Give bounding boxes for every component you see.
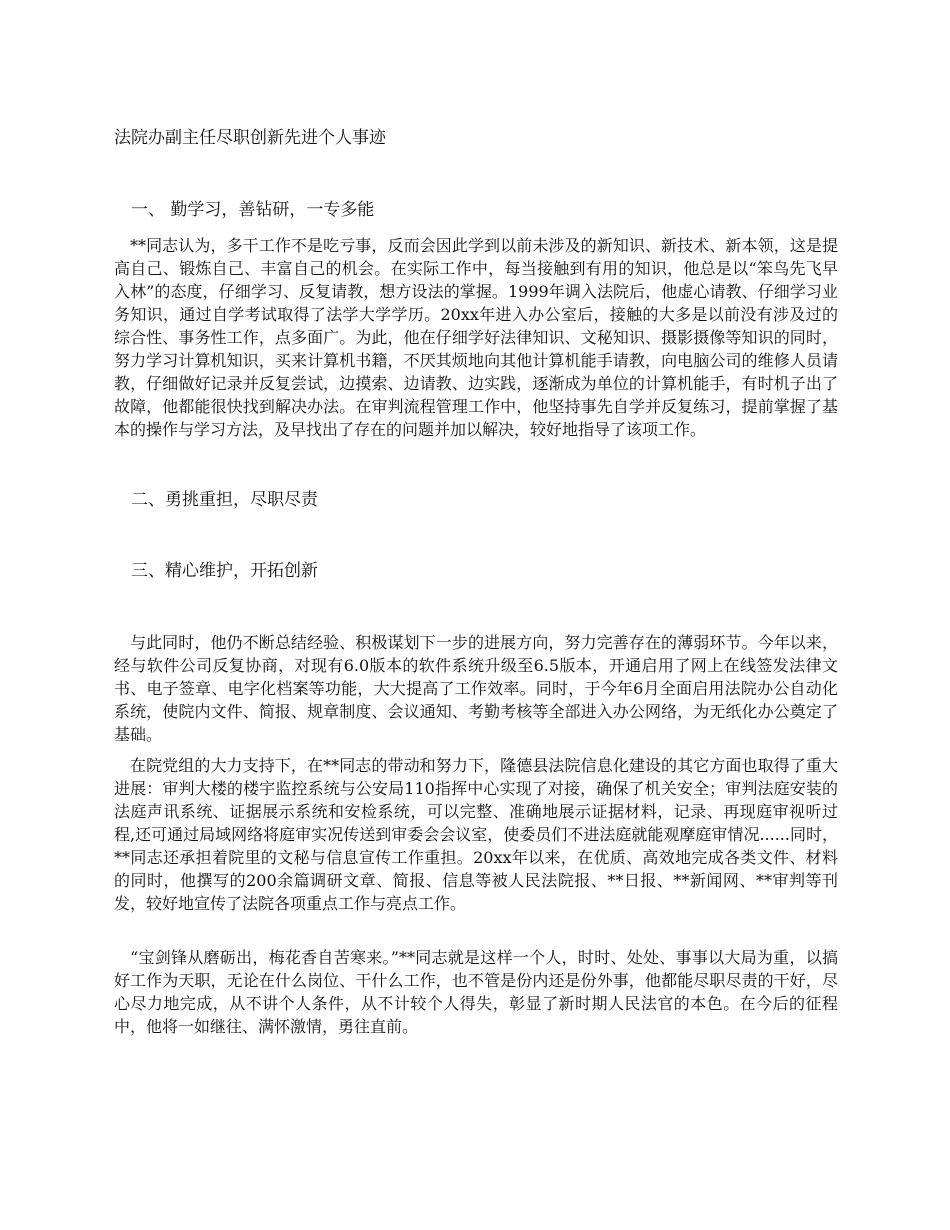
section-heading-1: 一、 勤学习，善钻研，一专多能 <box>131 200 375 220</box>
document-title: 法院办副主任尽职创新先进个人事迹 <box>114 128 386 148</box>
section-heading-2: 二、勇挑重担，尽职尽责 <box>131 490 318 510</box>
paragraph-1: **同志认为，多干工作不是吃亏事，反而会因此学到以前未涉及的新知识、新技术、新本领，这是提高自己、锻炼自己、丰富自己的机会。在实际工作中，每当接触到有用的知识，他总是以“笨鸟先飞早入林”的态度，仔细学习、反复请教，想方设法的掌握。1999年调入法院后，他虚心请教、仔细学习业务知识，通过自学考试取得了法学大学学历。20xx年进入办公室后，接触的大多是以前没有涉及过的综合性、事务性工作，点多面广。为此，他在仔细学好法律知识、文秘知识、摄影摄像等知识的同时，努力学习计算机知识，买来计算机书籍，不厌其烦地向其他计算机能手请教，向电脑公司的维修人员请教，仔细做好记录并反复尝试，边摸索、边请教、边实践，逐渐成为单位的计算机能手，有时机子出了故障，他都能很快找到解决办法。在审判流程管理工作中，他坚持事先自学并反复练习，提前掌握了基本的操作与学习方法，及早找出了存在的问题并加以解决，较好地指导了该项工作。 <box>114 236 838 439</box>
section-heading-3: 三、精心维护，开拓创新 <box>131 561 318 581</box>
paragraph-4: “宝剑锋从磨砺出，梅花香自苦寒来。”**同志就是这样一个人，时时、处处、事事以大局为重，以搞好工作为天职，无论在什么岗位、干什么工作，也不管是份内还是份外事，他都能尽职尽责的干好，尽心尽力地完成，从不讲个人条件，从不计较个人得失，彰显了新时期人民法官的本色。在今后的征程中，他将一如继往、满怀激情，勇往直前。 <box>114 948 838 1036</box>
paragraph-2: 与此同时，他仍不断总结经验、积极谋划下一步的进展方向，努力完善存在的薄弱环节。今年以来，经与软件公司反复协商，对现有6.0版本的软件系统升级至6.5版本，开通启用了网上在线签发法律文书、电子签章、电字化档案等功能，大大提高了工作效率。同时，于今年6月全面启用法院办公自动化系统，使院内文件、简报、规章制度、会议通知、考勤考核等全部进入办公网络，为无纸化办公奠定了基础。 <box>114 633 838 744</box>
paragraph-3: 在院党组的大力支持下，在**同志的带动和努力下，隆德县法院信息化建设的其它方面也取得了重大进展：审判大楼的楼宇监控系统与公安局110指挥中心实现了对接，确保了机关安全；审判法庭安装的法庭声讯系统、证据展示系统和安检系统，可以完整、准确地展示证据材料，记录、再现庭审视听过程,还可通过局域网络将庭审实况传送到审委会会议室，使委员们不进法庭就能观摩庭审情况......同时，**同志还承担着院里的文秘与信息宣传工作重担。20xx年以来，在优质、高效地完成各类文件、材料的同时，他撰写的200余篇调研文章、简报、信息等被人民法院报、**日报、**新闻网、**审判等刊发，较好地宣传了法院各项重点工作与亮点工作。 <box>114 756 838 913</box>
